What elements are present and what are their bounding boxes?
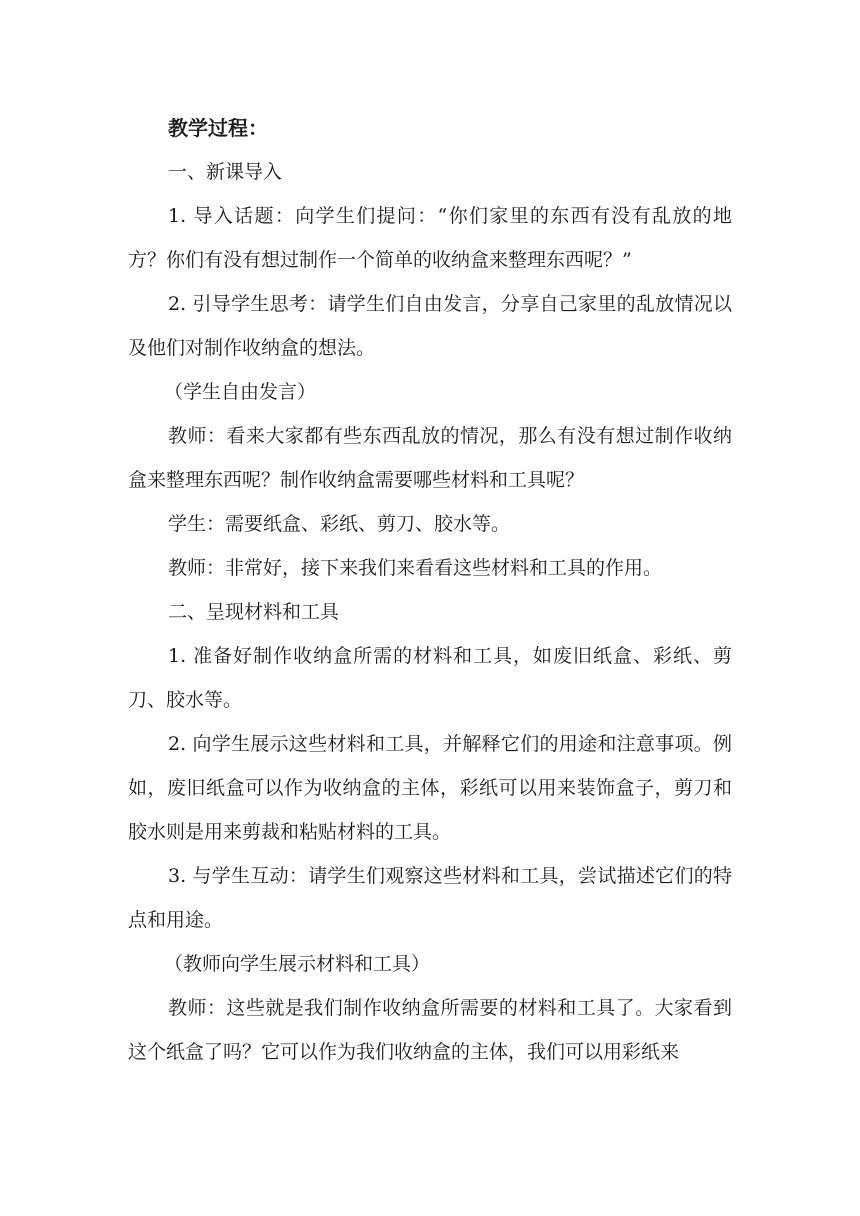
document-body bbox=[128, 106, 732, 1074]
paragraph-guide-thinking: 2. 引导学生思考：请学生们自由发言，分享自己家里的乱放情况以及他们对制作收纳盒的想法。 bbox=[128, 293, 732, 359]
paragraph-stage-note: （学生自由发言） bbox=[164, 381, 317, 403]
paragraph-stage-note-two: （教师向学生展示材料和工具） bbox=[164, 953, 431, 975]
paragraph-teacher-explain: 教师：这些就是我们制作收纳盒所需要的材料和工具了。大家看到这个纸盒了吗？它可以作为我们收纳盒的主体，我们可以用彩纸来 bbox=[128, 997, 732, 1063]
paragraph-show-materials: 2. 向学生展示这些材料和工具，并解释它们的用途和注意事项。例如，废旧纸盒可以作为收纳盒的主体，彩纸可以用来装饰盒子，剪刀和胶水则是用来剪裁和粘贴材料的工具。 bbox=[128, 733, 732, 843]
paragraph-section-two-title: 二、呈现材料和工具 bbox=[168, 601, 340, 623]
paragraph-student-answer: 学生：需要纸盒、彩纸、剪刀、胶水等。 bbox=[168, 513, 511, 535]
paragraph-teacher-question: 教师：看来大家都有些东西乱放的情况，那么有没有想过制作收纳盒来整理东西呢？制作收纳盒需要哪些材料和工具呢？ bbox=[128, 425, 732, 491]
paragraph-interact: 3. 与学生互动：请学生们观察这些材料和工具，尝试描述它们的特点和用途。 bbox=[128, 865, 732, 931]
paragraph-section-one-title: 一、新课导入 bbox=[168, 161, 283, 183]
paragraph-prepare-materials: 1. 准备好制作收纳盒所需的材料和工具，如废旧纸盒、彩纸、剪刀、胶水等。 bbox=[128, 645, 732, 711]
paragraph-teacher-response: 教师：非常好，接下来我们来看看这些材料和工具的作用。 bbox=[168, 557, 663, 579]
section-heading: 教学过程： bbox=[168, 116, 268, 140]
paragraph-intro-topic: 1. 导入话题：向学生们提问：“你们家里的东西有没有乱放的地方？你们有没有想过制作一个简单的收纳盒来整理东西呢？” bbox=[128, 205, 732, 271]
